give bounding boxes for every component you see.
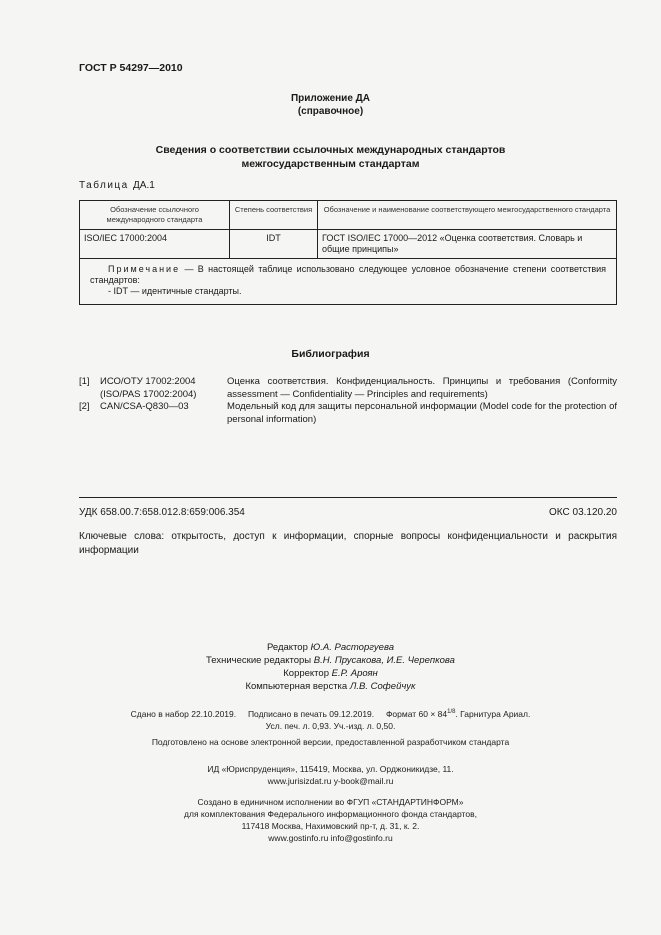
bibliography-description: Модельный код для защиты персональной информации (Model code for the protection of personal information) xyxy=(227,401,617,425)
credit-name: В.Н. Прусакова, И.Е. Черепкова xyxy=(313,655,455,666)
bibliography-item xyxy=(79,376,617,401)
bibliography-item xyxy=(79,401,617,426)
credit-label: Редактор xyxy=(266,642,308,653)
bibliography-list xyxy=(79,376,617,426)
bibliography-number: [1] xyxy=(79,376,90,387)
bibliography-code: ИСО/ОТУ 17002:2004 (ISO/PAS 17002:2004) xyxy=(100,376,197,400)
table-header-cell: Степень соответствия xyxy=(230,201,318,230)
credit-label: Технические редакторы xyxy=(206,655,312,666)
print-format xyxy=(386,709,530,719)
credit-name: Ю.А. Расторгуева xyxy=(310,642,394,653)
correspondence-table xyxy=(79,200,617,305)
note-label: Примечание xyxy=(108,264,181,274)
publisher-info xyxy=(0,763,661,787)
producer-line2: для комплектования Федерального информационного фонда стандартов, xyxy=(184,809,477,819)
print-format-text: Формат 60 × 84 xyxy=(385,708,448,719)
oks-code: ОКС 03.120.20 xyxy=(549,507,617,518)
print-signed: Подписано в печать 09.12.2019. xyxy=(247,708,375,719)
credit-editor xyxy=(0,641,661,654)
producer-line3: 117418 Москва, Нахимовский пр-т, д. 31, к. 2. xyxy=(241,821,420,831)
table-header-cell: Обозначение и наименование соответствующего межгосударственного стандарта xyxy=(318,201,617,230)
publisher-line2: www.jurisizdat.ru y-book@mail.ru xyxy=(267,776,394,786)
print-submitted: Сдано в набор 22.10.2019. xyxy=(130,708,237,719)
credit-label: Корректор xyxy=(283,668,329,679)
credits-block xyxy=(0,641,661,693)
section-title-line2: межгосударственным стандартам xyxy=(241,158,420,170)
table-caption-number: ДА.1 xyxy=(133,180,155,191)
table-row xyxy=(80,230,617,259)
table-header-row xyxy=(80,201,617,230)
table-caption-word: Таблица xyxy=(79,180,129,191)
credit-corrector xyxy=(0,667,661,680)
section-title xyxy=(0,143,661,171)
print-info xyxy=(0,706,661,748)
appendix-subtitle: (справочное) xyxy=(297,106,364,117)
divider xyxy=(79,497,617,498)
table-header-cell: Обозначение ссылочного международного стандарта xyxy=(80,201,230,230)
note-text: — В настоящей таблице использовано следующее условное обозначение степени соответствия стандартов: xyxy=(90,264,606,285)
credit-name: Л.В. Софейчук xyxy=(349,681,416,692)
bibliography-number: [2] xyxy=(79,401,90,412)
producer-line1: Создано в единичном исполнении во ФГУП «СТАНДАРТИНФОРМ» xyxy=(197,797,464,807)
publisher-line1: ИД «Юриспруденция», 115419, Москва, ул. Орджоникидзе, 11. xyxy=(207,764,454,774)
print-info-line2: Усл. печ. л. 0,93. Уч.-изд. л. 0,50. xyxy=(265,720,396,731)
table-cell: IDT xyxy=(230,230,318,259)
producer-line4: www.gostinfo.ru info@gostinfo.ru xyxy=(268,833,393,843)
bibliography-title: Библиография xyxy=(291,348,370,360)
table-caption xyxy=(79,180,155,191)
credit-name: Е.Р. Ароян xyxy=(331,668,378,679)
table-note-row xyxy=(80,259,617,305)
appendix-title: Приложение ДА xyxy=(290,93,371,104)
table-cell: ISO/IEC 17000:2004 xyxy=(80,230,230,259)
bibliography-code: CAN/CSA-Q830—03 xyxy=(100,401,189,412)
credit-tech-editors xyxy=(0,654,661,667)
table-note xyxy=(80,259,617,305)
keywords: Ключевые слова: открытость, доступ к информации, спорные вопросы конфиденциальности и раскрытия информации xyxy=(79,531,617,556)
udk-code: УДК 658.00.7:658.012.8:659:006.354 xyxy=(79,507,245,518)
print-font: . Гарнитура Ариал. xyxy=(455,708,531,719)
producer-info xyxy=(0,796,661,844)
document-header: ГОСТ Р 54297—2010 xyxy=(79,62,183,74)
print-info-line3: Подготовлено на основе электронной версии, предоставленной разработчиком стандарта xyxy=(151,736,510,747)
bibliography-description: Оценка соответствия. Конфиденциальность. Принципы и требования (Conformity assessment — Confidentiality — Principles and requirements) xyxy=(227,376,617,400)
table-cell: ГОСТ ISO/IEC 17000—2012 «Оценка соответствия. Словарь и общие принципы» xyxy=(318,230,617,259)
credit-layout xyxy=(0,680,661,693)
note-item: - IDT — идентичные стандарты. xyxy=(108,286,242,296)
print-info-line1 xyxy=(0,706,661,720)
credit-label: Компьютерная верстка xyxy=(245,681,348,692)
section-title-line1: Сведения о соответствии ссылочных международных стандартов xyxy=(155,144,506,156)
appendix-heading xyxy=(0,92,661,118)
print-format-fraction: 1/8 xyxy=(447,709,456,715)
